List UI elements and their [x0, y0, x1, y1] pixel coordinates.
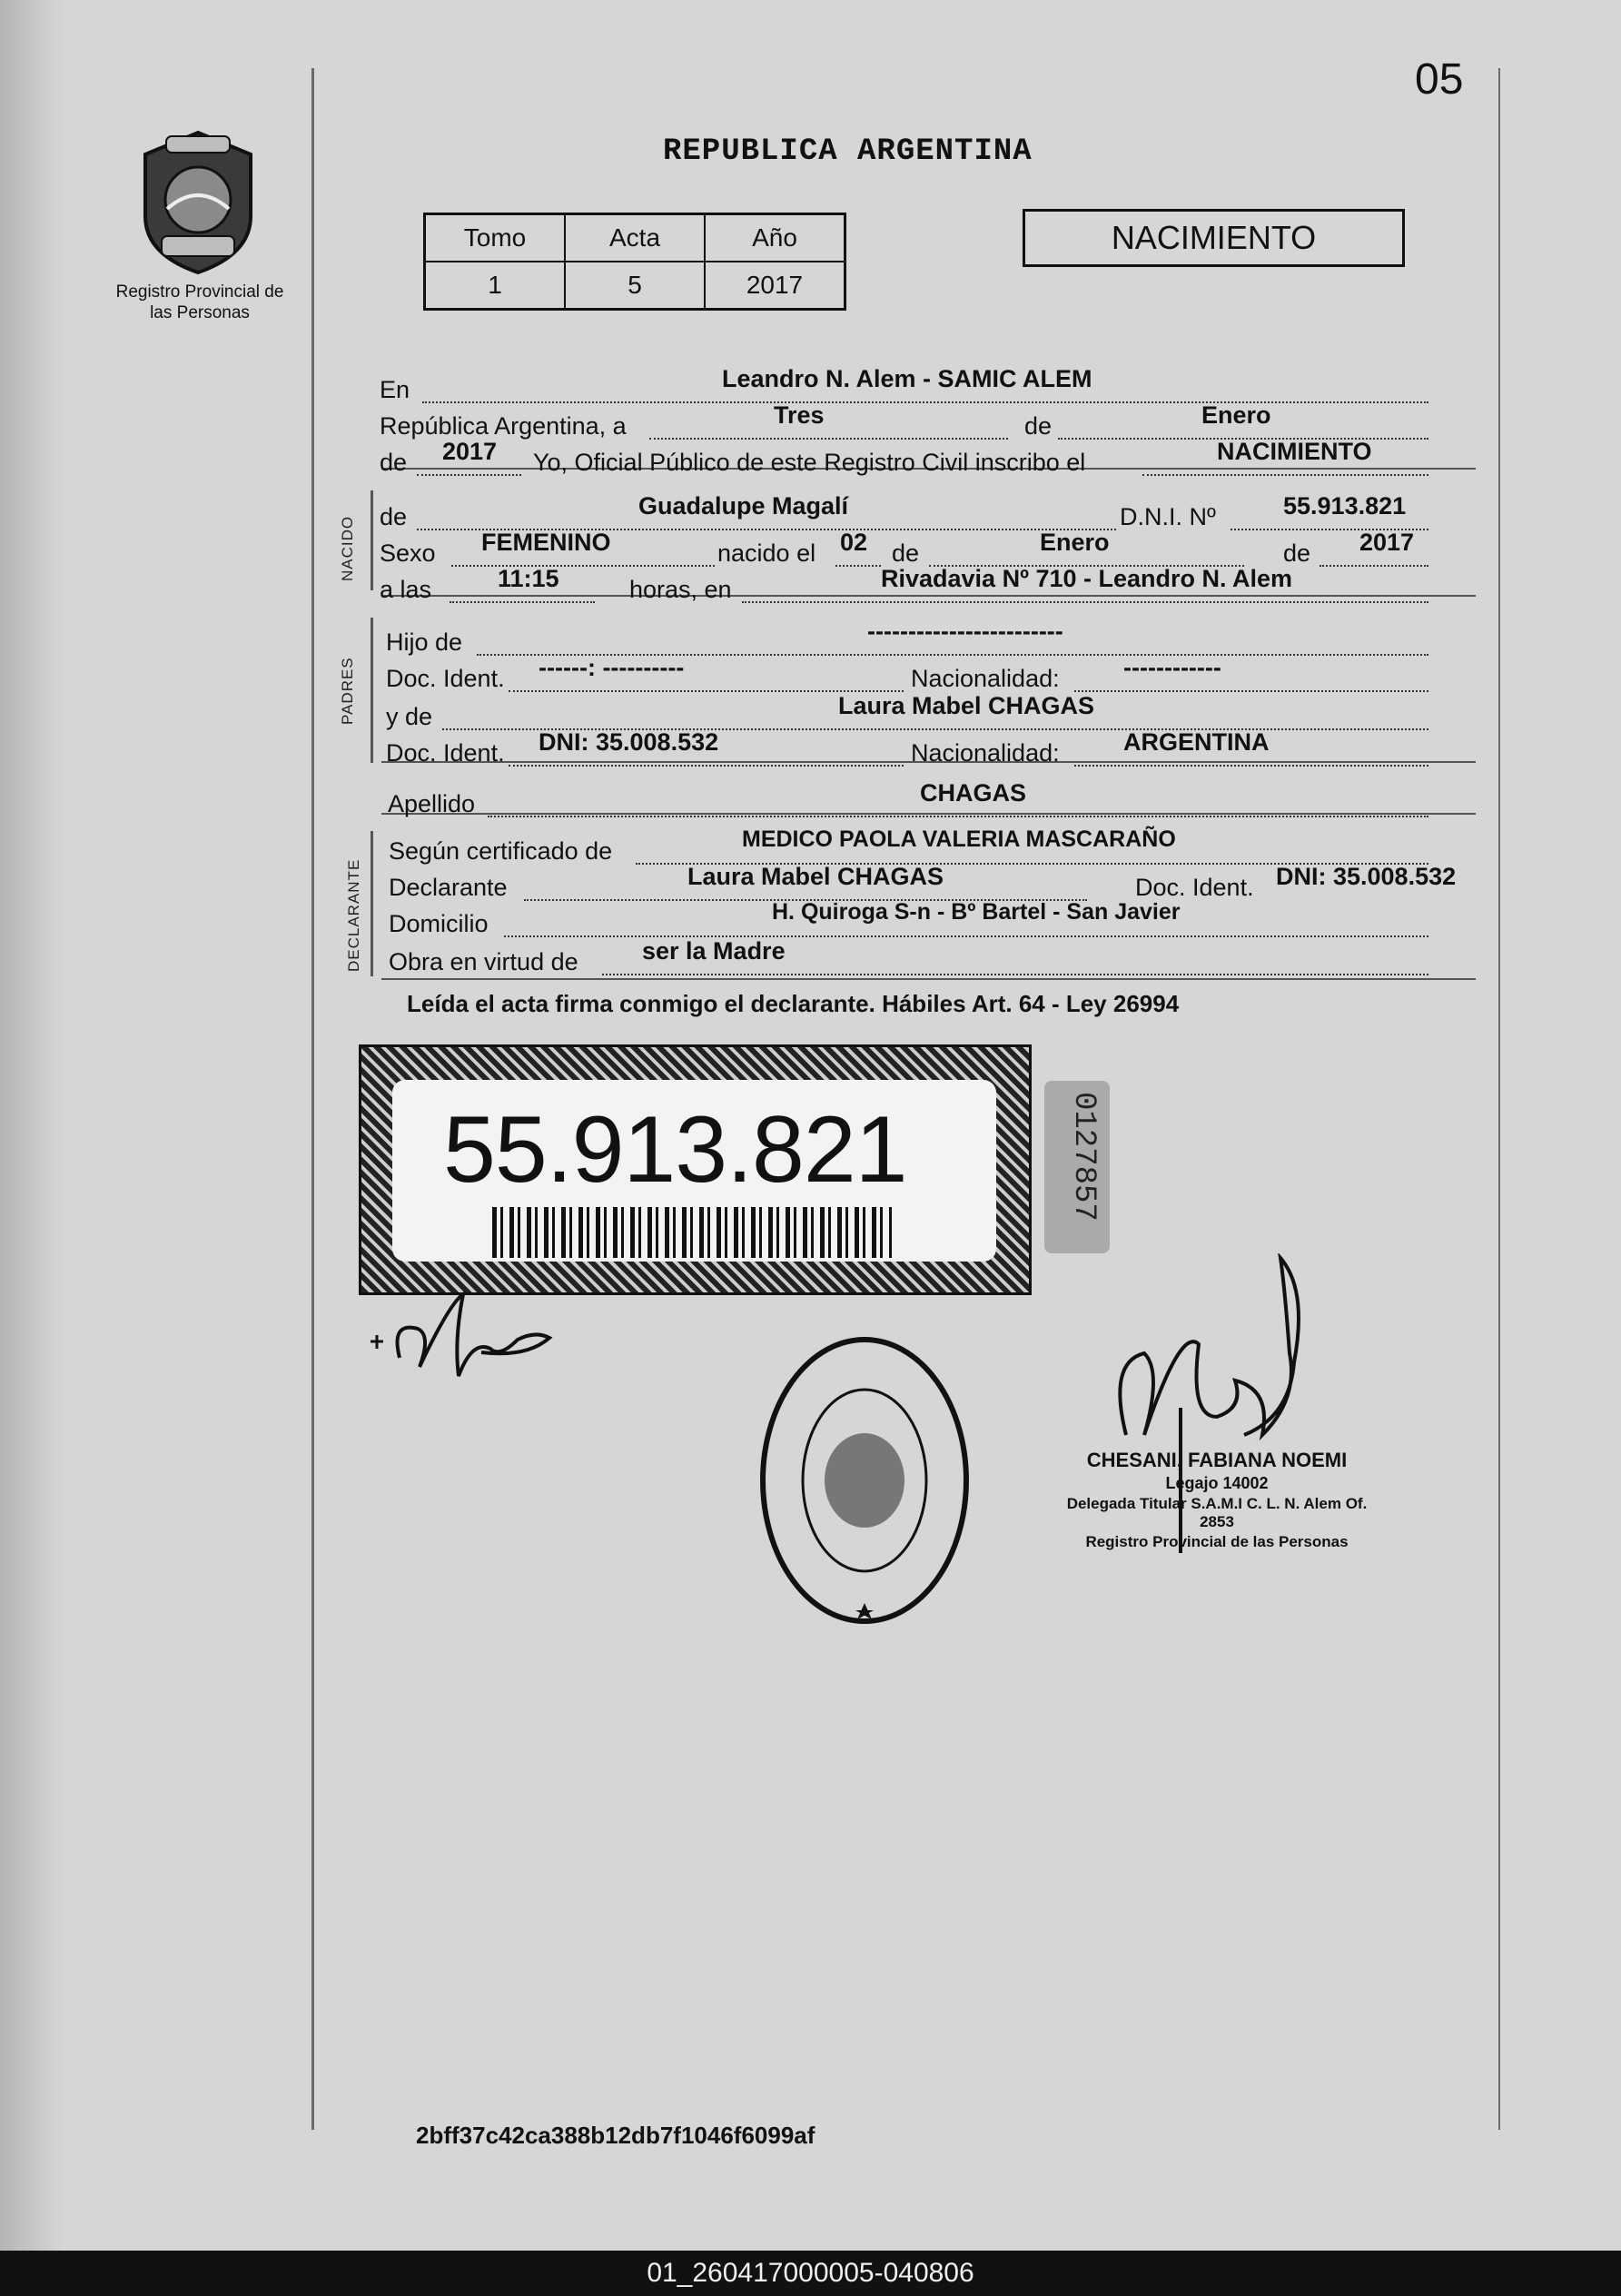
barcode-icon: [492, 1207, 892, 1258]
padres-bracket: [371, 618, 373, 763]
label-obra: Obra en virtud de: [389, 948, 578, 975]
label-horas-en: horas, en: [629, 576, 732, 603]
signer-legajo: Legajo 14002: [1165, 1474, 1269, 1492]
label-certificado: Según certificado de: [389, 837, 613, 865]
row-padre-doc: [377, 654, 1474, 692]
label-de-mes: de: [892, 539, 920, 567]
scan-id: 01_260417000005-040806: [0, 2251, 1621, 2296]
label-doc-ident-declarante: Doc. Ident.: [1135, 874, 1254, 901]
label-sexo: Sexo: [380, 539, 436, 567]
declarant-signature-icon: [363, 1285, 563, 1403]
value-domicilio: H. Quiroga S-n - Bº Bartel - San Javier: [772, 899, 1181, 925]
value-nombre: Guadalupe Magalí: [638, 492, 849, 520]
anio-header: Año: [705, 214, 845, 262]
value-certificado: MEDICO PAOLA VALERIA MASCARAÑO: [742, 826, 1176, 852]
registry-table: [423, 213, 846, 311]
label-de-anio: de: [380, 449, 408, 476]
misiones-crest-icon: [134, 127, 262, 277]
side-sticker-code: 0127857: [1066, 1092, 1101, 1222]
label-nacido-el: nacido el: [717, 539, 816, 567]
official-stamp-icon: [754, 1331, 976, 1630]
row-fecha: [377, 401, 1474, 440]
row-madre-doc: [377, 728, 1474, 767]
row-hora-lugar: [377, 565, 1474, 603]
label-de-anio-nac: de: [1283, 539, 1311, 567]
acta-header: Acta: [565, 214, 705, 262]
value-nac-dia: 02: [840, 529, 868, 556]
barcode-number: 55.913.821: [443, 1097, 907, 1202]
label-y-de: y de: [386, 703, 433, 730]
barcode-sticker: [359, 1044, 1032, 1295]
row-declarante: [377, 863, 1474, 901]
tomo-header: Tomo: [425, 214, 566, 262]
signer-name: CHESANI, FABIANA NOEMI: [1086, 1449, 1348, 1471]
label-republica: República Argentina, a: [380, 412, 627, 440]
side-label-nacido: NACIDO: [339, 515, 356, 581]
label-a-las: a las: [380, 576, 432, 603]
value-padre-nac: ------------: [1123, 654, 1221, 681]
row-inscribo: [377, 438, 1474, 476]
side-label-padres: PADRES: [339, 657, 356, 725]
value-padre: ------------------------: [867, 618, 1063, 645]
record-type-box: NACIMIENTO: [1023, 209, 1405, 267]
value-padre-doc: ------: ----------: [539, 654, 685, 681]
anio-value: 2017: [705, 262, 845, 310]
value-dia: Tres: [774, 401, 825, 429]
value-madre-nac: ARGENTINA: [1123, 728, 1270, 756]
value-mes: Enero: [1201, 401, 1271, 429]
value-madre-doc: DNI: 35.008.532: [539, 728, 719, 756]
row-sexo: [377, 529, 1474, 567]
value-obra: ser la Madre: [642, 937, 786, 965]
row-apellido: [377, 779, 1474, 817]
row-y-de: [377, 692, 1474, 730]
value-apellido: CHAGAS: [920, 779, 1027, 807]
label-apellido: Apellido: [388, 790, 476, 817]
document-title: REPUBLICA ARGENTINA: [663, 134, 1033, 169]
row-nombre: [377, 492, 1474, 530]
label-doc-ident-padre: Doc. Ident.: [386, 665, 505, 692]
closing-text: Leída el acta firma conmigo el declarante. Hábiles Art. 64 - Ley 26994: [407, 990, 1180, 1017]
document-hash: 2bff37c42ca388b12db7f1046f6099af: [416, 2122, 815, 2149]
label-en: En: [380, 376, 410, 403]
section-rule: [381, 978, 1476, 980]
value-madre: Laura Mabel CHAGAS: [838, 692, 1095, 719]
label-doc-ident-madre: Doc. Ident.: [386, 739, 505, 767]
value-en: Leandro N. Alem - SAMIC ALEM: [722, 365, 1092, 392]
side-label-declarante: DECLARANTE: [345, 858, 362, 972]
page-number: 05: [1415, 55, 1464, 104]
logo-caption: Registro Provincial de las Personas: [115, 282, 284, 322]
label-nacionalidad-madre: Nacionalidad:: [911, 739, 1060, 767]
side-sticker: [1044, 1081, 1110, 1253]
acta-value: 5: [565, 262, 705, 310]
label-de: de: [1024, 412, 1053, 440]
value-anio: 2017: [442, 438, 498, 465]
nacido-bracket: [371, 490, 373, 590]
left-margin-rule: [311, 68, 314, 2130]
value-declarante-doc: DNI: 35.008.532: [1276, 863, 1457, 890]
value-nac-anio: 2017: [1359, 529, 1415, 556]
label-de-nombre: de: [380, 503, 408, 530]
right-margin-rule: [1498, 68, 1500, 2130]
label-oficial: Yo, Oficial Público de este Registro Civil inscribo el: [533, 449, 1086, 476]
row-en: [377, 365, 1474, 403]
value-hora: 11:15: [498, 565, 559, 592]
value-lugar: Rivadavia Nº 710 - Leandro N. Alem: [881, 565, 1293, 592]
label-hijo-de: Hijo de: [386, 628, 463, 656]
row-domicilio: [377, 899, 1474, 937]
label-nacionalidad-padre: Nacionalidad:: [911, 665, 1060, 692]
label-domicilio: Domicilio: [389, 910, 489, 937]
row-certificado: [377, 826, 1474, 865]
label-dni: D.N.I. Nº: [1120, 503, 1216, 530]
signer-role: Delegada Titular S.A.M.I C. L. N. Alem Of. 2853: [1066, 1495, 1368, 1530]
row-obra: [377, 937, 1474, 975]
value-nac-mes: Enero: [1040, 529, 1110, 556]
declarante-bracket: [371, 831, 373, 976]
row-hijo-de: [377, 618, 1474, 656]
value-sexo: FEMENINO: [481, 529, 611, 556]
label-declarante: Declarante: [389, 874, 508, 901]
value-declarante: Laura Mabel CHAGAS: [687, 863, 944, 890]
tomo-value: 1: [425, 262, 566, 310]
signer-block: [1053, 1449, 1380, 1551]
value-inscribo: NACIMIENTO: [1217, 438, 1372, 465]
signer-org: Registro Provincial de las Personas: [1085, 1533, 1349, 1550]
value-dni: 55.913.821: [1283, 492, 1407, 520]
